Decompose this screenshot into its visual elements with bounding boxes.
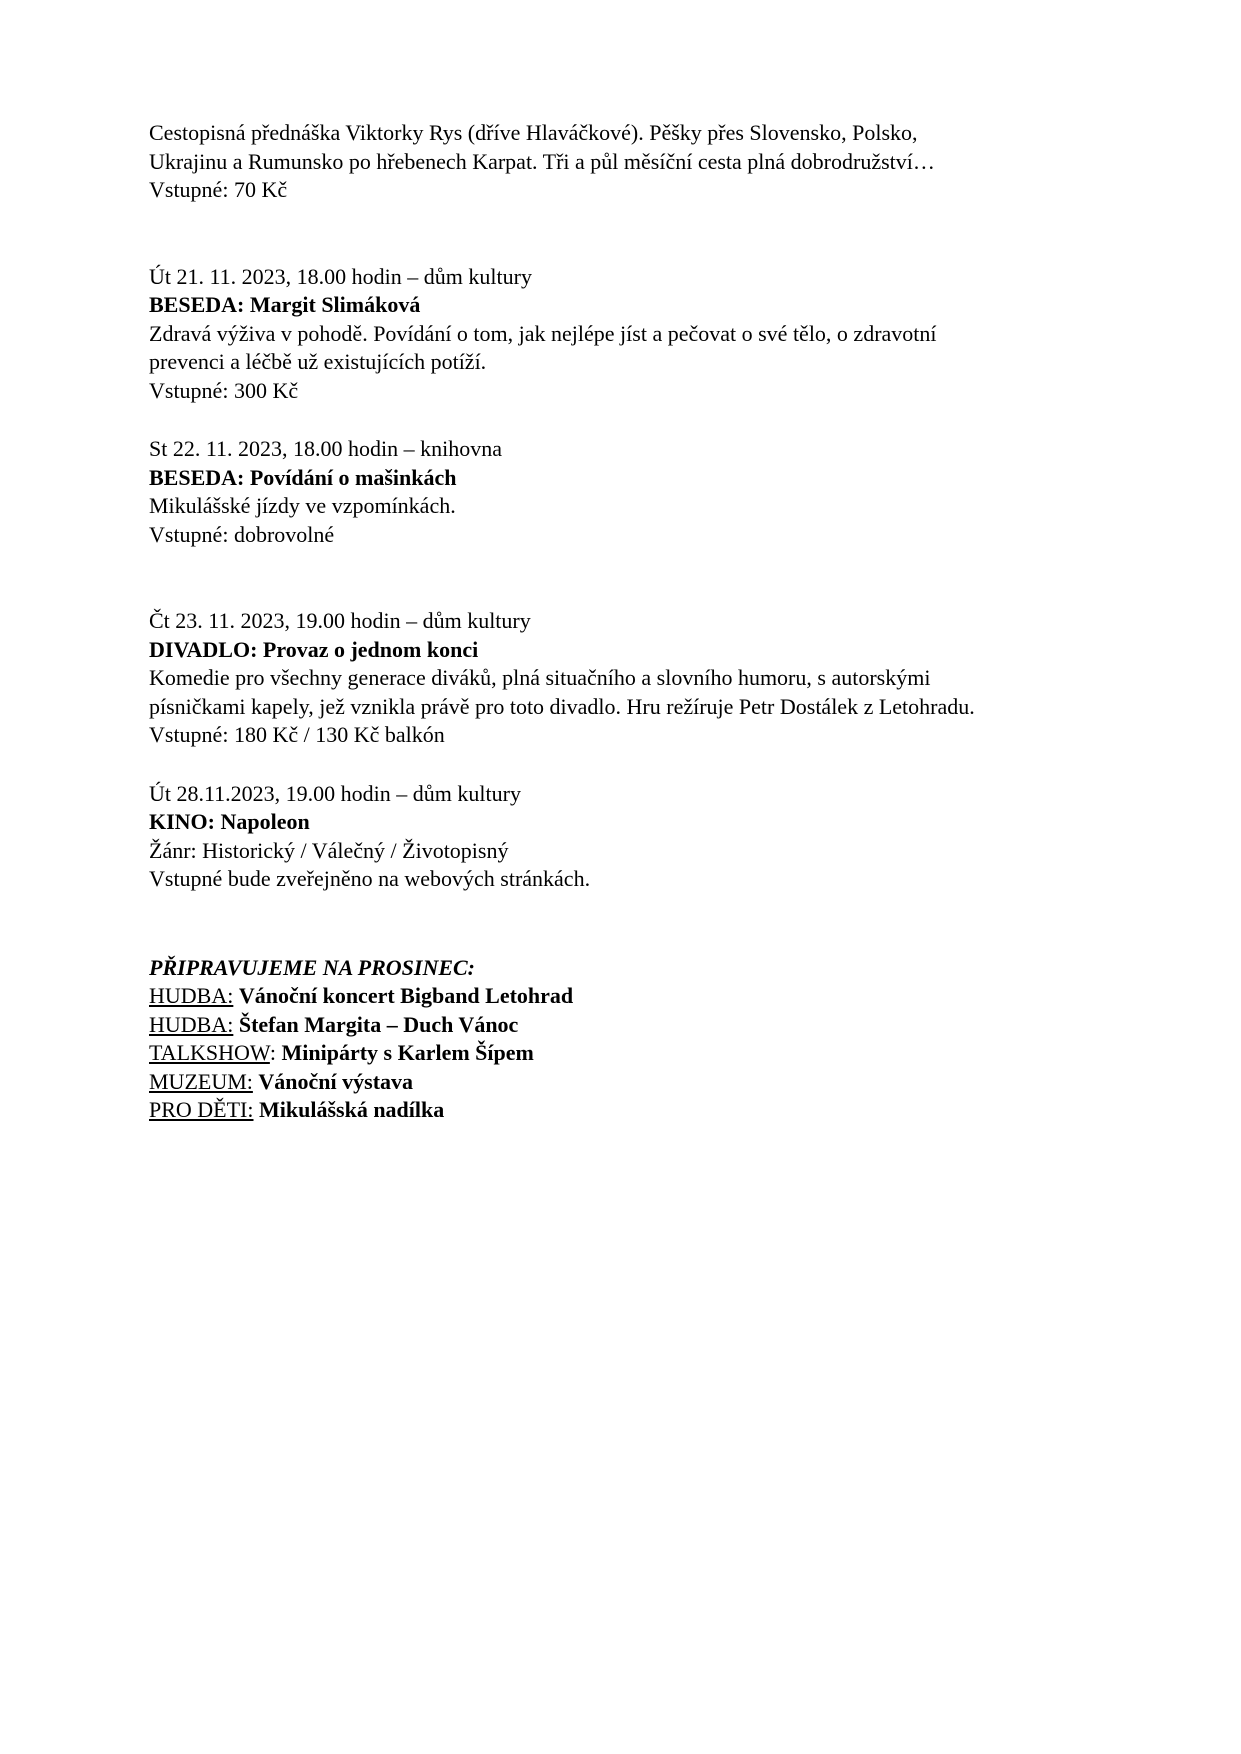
- event-block: [149, 607, 1149, 750]
- upcoming-separator: :: [269, 1040, 282, 1065]
- upcoming-title: Mikulášská nadílka: [259, 1097, 445, 1122]
- upcoming-category: PRO DĚTI:: [149, 1097, 254, 1122]
- spacer: [149, 549, 1149, 607]
- event-date: St 22. 11. 2023, 18.00 hodin – knihovna: [149, 436, 503, 461]
- upcoming-item: [149, 1039, 1149, 1068]
- spacer: [149, 205, 1149, 263]
- upcoming-title: Štefan Margita – Duch Vánoc: [238, 1011, 519, 1037]
- upcoming-category: TALKSHOW: [149, 1040, 270, 1065]
- upcoming-item: [149, 1068, 1149, 1097]
- event-description: Zdravá výživa v pohodě. Povídání o tom, jak nejlépe jíst a pečovat o své tělo, o zdravotní: [149, 320, 937, 346]
- event-date: Út 28.11.2023, 19.00 hodin – dům kultury: [149, 780, 521, 806]
- upcoming-category: HUDBA:: [149, 1011, 234, 1037]
- event-price: Vstupné: dobrovolné: [149, 521, 335, 547]
- spacer: [149, 894, 1149, 954]
- event-price: Vstupné: 300 Kč: [149, 377, 299, 403]
- event-title: BESEDA: Povídání o mašinkách: [149, 464, 457, 490]
- upcoming-category: MUZEUM:: [149, 1068, 253, 1094]
- event-title: BESEDA: Margit Slimáková: [149, 292, 421, 317]
- event-description: Žánr: Historický / Válečný / Životopisný: [149, 837, 509, 863]
- document-content: [149, 119, 1149, 1125]
- intro-line: Ukrajinu a Rumunsko po hřebenech Karpat. Tři a půl měsíční cesta plná dobrodružství…: [149, 148, 935, 174]
- spacer: [149, 405, 1149, 435]
- event-title: DIVADLO: Provaz o jednom konci: [149, 636, 479, 662]
- event-title: KINO: Napoleon: [149, 809, 310, 834]
- event-date: Čt 23. 11. 2023, 19.00 hodin – dům kultury: [149, 608, 531, 633]
- event-price: Vstupné bude zveřejněno na webových stránkách.: [149, 866, 591, 891]
- upcoming-title: Vánoční výstava: [258, 1068, 414, 1094]
- intro-line: Cestopisná přednáška Viktorky Rys (dříve Hlaváčkové). Pěšky přes Slovensko, Polsko,: [149, 120, 918, 145]
- event-description: písničkami kapely, jež vznikla právě pro toto divadlo. Hru režíruje Petr Dostálek z Letohradu.: [149, 693, 975, 719]
- event-date: Út 21. 11. 2023, 18.00 hodin – dům kultury: [149, 263, 532, 289]
- event-block: [149, 780, 1149, 894]
- event-price: Vstupné: 180 Kč / 130 Kč balkón: [149, 722, 445, 747]
- upcoming-title: Vánoční koncert Bigband Letohrad: [238, 983, 574, 1008]
- intro-price: Vstupné: 70 Kč: [149, 177, 288, 202]
- event-description: prevenci a léčbě už existujících potíží.: [149, 349, 487, 374]
- upcoming-item: [149, 982, 1149, 1011]
- event-description: Komedie pro všechny generace diváků, plná situačního a slovního humoru, s autorskými: [149, 665, 931, 690]
- spacer: [149, 750, 1149, 780]
- event-block: [149, 263, 1149, 406]
- upcoming-item: [149, 1096, 1149, 1125]
- upcoming-heading: PŘIPRAVUJEME NA PROSINEC:: [149, 954, 476, 980]
- upcoming-title: Minipárty s Karlem Šípem: [281, 1040, 534, 1065]
- upcoming-item: [149, 1011, 1149, 1040]
- event-block: [149, 435, 1149, 549]
- upcoming-category: HUDBA:: [149, 983, 234, 1008]
- event-description: Mikulášské jízdy ve vzpomínkách.: [149, 493, 456, 518]
- upcoming-block: [149, 954, 1149, 1125]
- intro-block: [149, 119, 1149, 205]
